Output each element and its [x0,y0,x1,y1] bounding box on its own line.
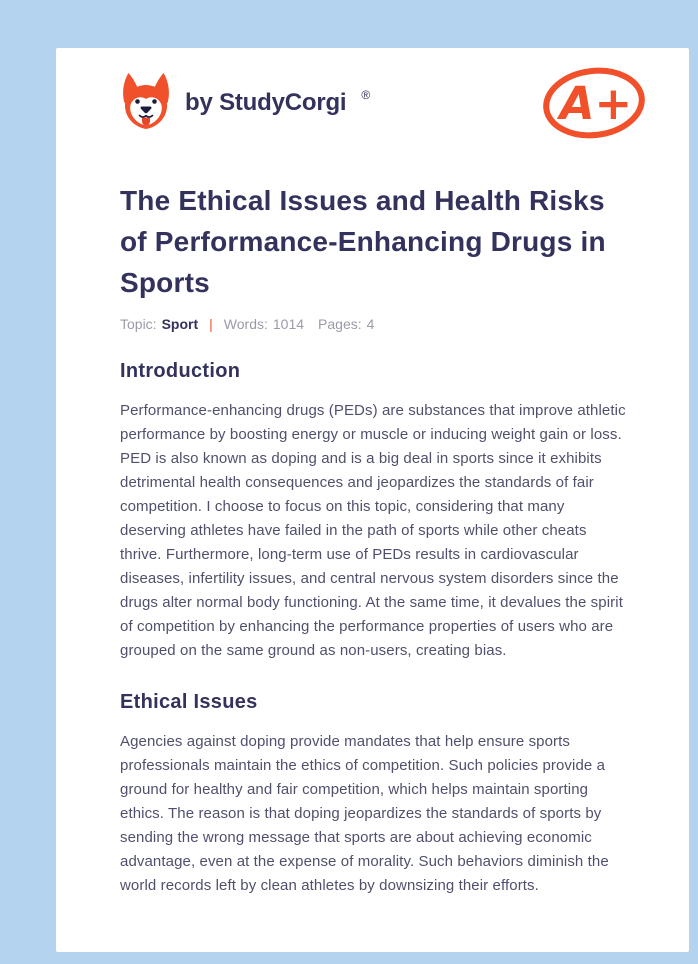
section-body-introduction: Performance-enhancing drugs (PEDs) are substances that improve athletic performance by boosting energy or muscle or inducing weight gain or loss. PED is also known as doping and is a big deal in sports since it exhibits detrimental health consequences and jeopardizes the standards of fair competition. I choose to focus on this topic, considering that many deserving athletes have failed in the path of sports while other cheats thrive. Furthermore, long-term use of PEDs results in cardiovascular diseases, infertility issues, and central nervous system disorders since the drugs alter normal body functioning. At the same time, it devalues the spirit of competition by enhancing the performance properties of users who are grouped on the same ground as non-users, creating bias. [120,402,626,659]
header [120,62,648,144]
words-value: 1014 [272,316,305,332]
section-body-ethical-issues: Agencies against doping provide mandates that help ensure sports professionals maintain the ethics of competition. Such policies provide a ground for healthy and fair competition, which helps maintain sporting ethics. The reason is that doping jeopardizes the standards of sports by sending the wrong message that sports are about achieving economic advantage, even at the expense of morality. Such behaviors diminish the world records left by clean athletes by downsizing their efforts. [120,733,609,894]
grade-text: A+ [559,77,633,130]
registered-trademark: ® [361,88,371,102]
topic-link[interactable]: Sport [161,316,199,332]
meta-separator: | [209,316,213,332]
pages-value: 4 [366,316,375,332]
essay-meta-row [120,316,626,332]
topic-label: Topic: [120,316,157,332]
pages-label: Pages: [318,316,362,332]
brand-name: by StudyCorgi [185,89,347,116]
section-heading-ethical-issues: Ethical Issues [120,691,258,713]
section-heading-introduction: Introduction [120,360,241,382]
essay-card [56,48,689,952]
a-plus-grade-badge-icon [540,62,648,144]
essay-title: The Ethical Issues and Health Risks of Performance-Enhancing Drugs in Sports [120,185,606,298]
corgi-logo-icon [120,72,172,135]
studycorgi-logo[interactable] [120,72,370,135]
words-label: Words: [223,316,268,332]
